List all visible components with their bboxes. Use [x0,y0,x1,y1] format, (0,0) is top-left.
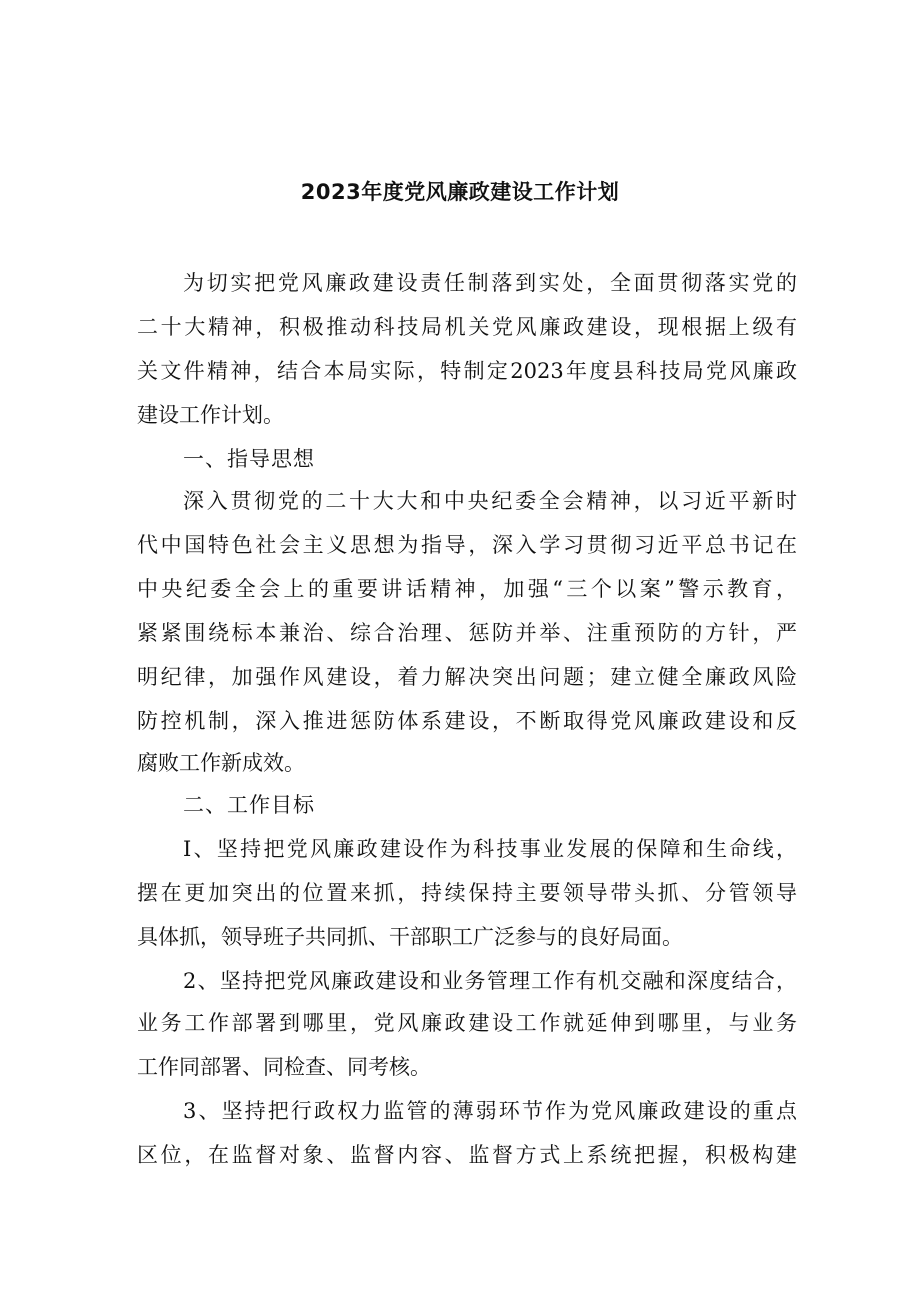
goal-item-line: 2、坚持把党风廉政建设和业务管理工作有机交融和深度结合， [183,969,797,993]
section1-line: 防控机制，深入推进惩防体系建设，不断取得党风廉政建设和反 [137,709,797,733]
section1-line: 代中国特色社会主义思想为指导，深入学习贯彻习近平总书记在 [137,533,797,557]
goal-item-line: 业务工作部署到哪里，党风廉政建设工作就延伸到哪里，与业务 [137,1011,797,1035]
section1-line: 紧紧围绕标本兼治、综合治理、惩防并举、注重预防的方针，严 [137,621,797,645]
section-heading-work-goals: 二、工作目标 [183,793,315,817]
section1-line: 中央纪委全会上的重要讲话精神，加强“三个以案”警示教育， [137,577,797,601]
document-title: 2023年度党风廉政建设工作计划 [300,180,620,204]
section1-line: 深入贯彻党的二十大大和中央纪委全会精神，以习近平新时 [183,489,797,513]
goal-item-line: 3、坚持把行政权力监管的薄弱环节作为党风廉政建设的重点 [183,1099,797,1123]
intro-line: 建设工作计划。 [137,403,284,427]
intro-line: 二十大精神，积极推动科技局机关党风廉政建设，现根据上级有 [137,315,797,339]
goal-item-line: 区位，在监督对象、监督内容、监督方式上系统把握，积极构建 [137,1143,797,1167]
intro-line: 关文件精神，结合本局实际，特制定2023年度县科技局党风廉政 [137,359,797,383]
goal-item-line: 工作同部署、同检查、同考核。 [137,1055,431,1079]
section1-line: 明纪律，加强作风建设，着力解决突出问题；建立健全廉政风险 [137,665,797,689]
goal-item-line: I、坚持把党风廉政建设作为科技事业发展的保障和生命线， [183,837,797,861]
section-heading-guiding-thought: 一、指导思想 [183,447,315,471]
goal-item-line: 摆在更加突出的位置来抓，持续保持主要领导带头抓、分管领导 [137,881,797,905]
intro-line: 为切实把党风廉政建设责任制落到实处，全面贯彻落实党的 [183,271,797,295]
goal-item-line: 具体抓，领导班子共同抓、干部职工广泛参与的良好局面。 [137,925,683,949]
section1-line: 腐败工作新成效。 [137,751,305,775]
